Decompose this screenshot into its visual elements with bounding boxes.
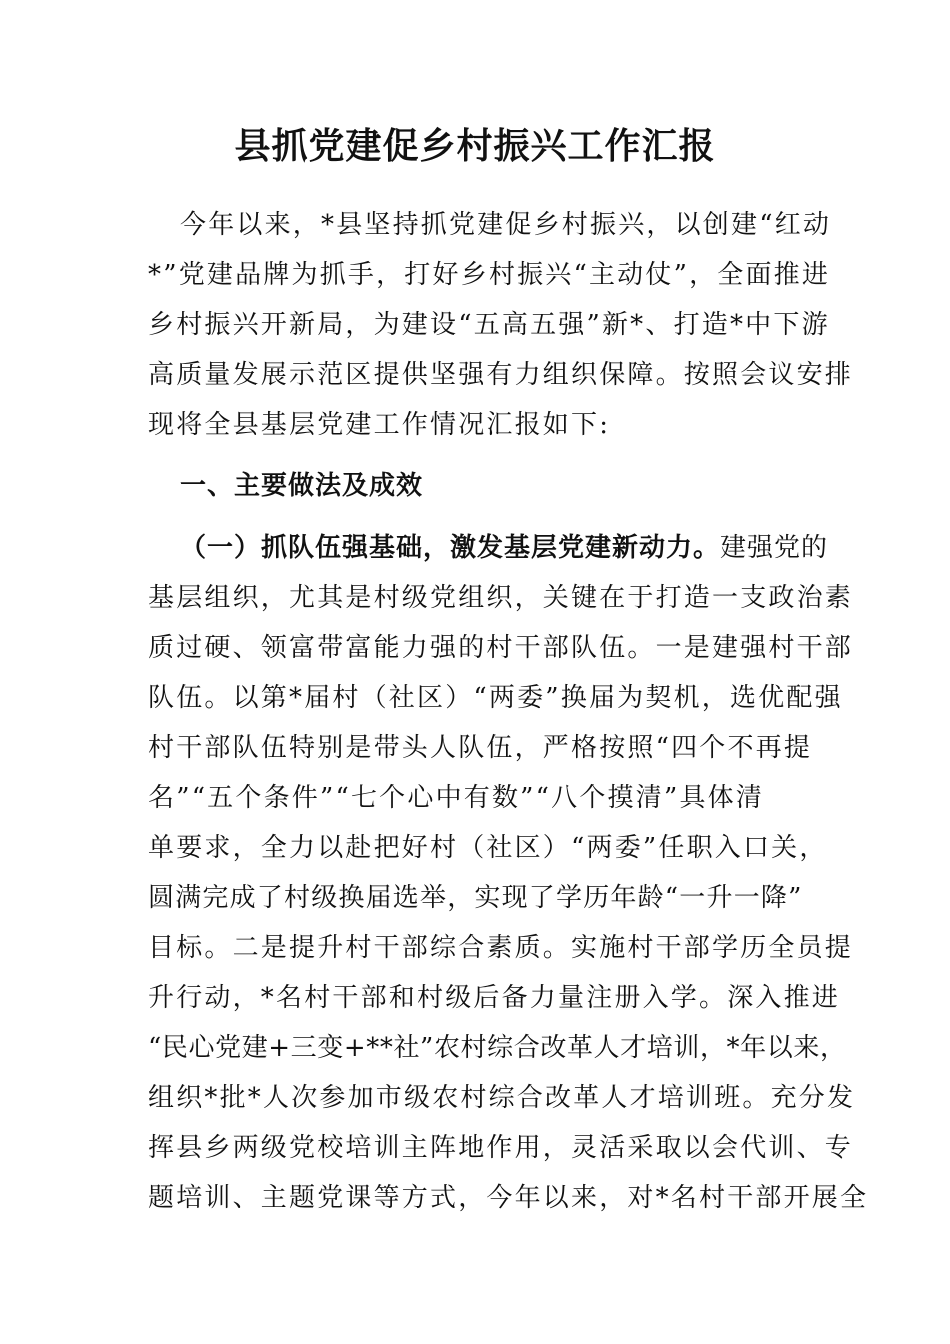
body-line-4: 村干部队伍特别是带头人队伍，严格按照“四个不再提 [148,733,813,763]
body-line-5: 名”“五个条件”“七个心中有数”“八个摸清”具体清 [148,783,765,813]
subsection-heading: （一）抓队伍强基础，激发基层党建新动力。 [180,533,721,563]
subsection-first-line [180,528,830,568]
body-line-3: 队伍。以第*届村（社区）“两委”换届为契机，选优配强 [148,683,843,713]
body-line-9: 升行动，*名村干部和村级后备力量注册入学。深入推进 [148,983,841,1013]
body-line-6: 单要求，全力以赴把好村（社区）“两委”任职入口关， [148,833,828,863]
subsection-first-line-rest: 建强党的 [720,533,829,563]
body-line-8: 目标。二是提升村干部综合素质。实施村干部学历全员提 [148,933,854,963]
intro-line-4: 高质量发展示范区提供坚强有力组织保障。按照会议安排 [148,360,854,390]
body-line-1: 基层组织，尤其是村级党组织，关键在于打造一支政治素 [148,583,854,613]
intro-line-2: *”党建品牌为抓手，打好乡村振兴“主动仗”，全面推进 [148,260,831,290]
body-line-12: 挥县乡两级党校培训主阵地作用，灵活采取以会代训、专 [148,1133,854,1163]
body-line-13: 题培训、主题党课等方式，今年以来，对*名村干部开展全 [148,1183,869,1213]
document-title: 县抓党建促乡村振兴工作汇报 [234,125,716,167]
body-line-7: 圆满完成了村级换届选举，实现了学历年龄“一升一降” [148,883,803,913]
intro-line-3: 乡村振兴开新局，为建设“五高五强”新*、打造*中下游 [148,310,830,340]
intro-line-5: 现将全县基层党建工作情况汇报如下: [148,410,611,440]
body-line-10: “民心党建+三变+**社”农村综合改革人才培训，*年以来， [148,1033,847,1063]
section-heading: 一、主要做法及成效 [180,471,424,501]
body-line-11: 组织*批*人次参加市级农村综合改革人才培训班。充分发 [148,1083,856,1113]
intro-line-1: 今年以来，*县坚持抓党建促乡村振兴，以创建“红动 [180,210,832,240]
body-line-2: 质过硬、领富带富能力强的村干部队伍。一是建强村干部 [148,633,854,663]
